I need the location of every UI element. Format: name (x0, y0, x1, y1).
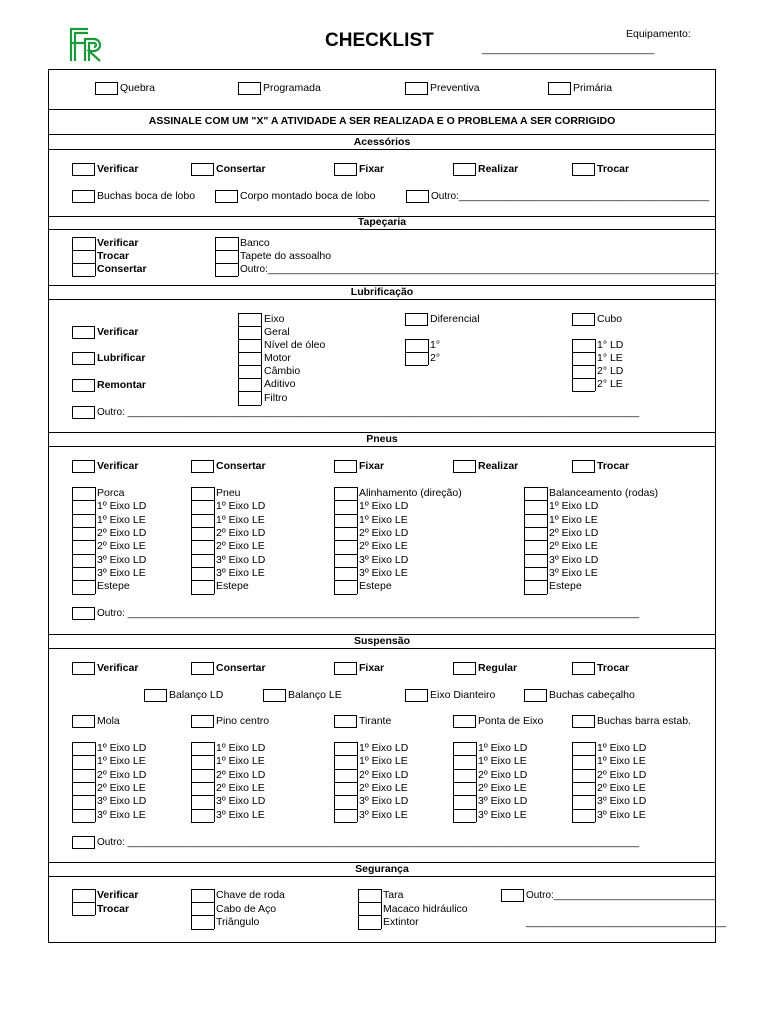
checkbox-divider (334, 822, 357, 823)
pneus-balanceamento-item: Balanceamento (rodas) (549, 487, 659, 499)
pneus-balanceamento-item: 1º Eixo LD (549, 500, 599, 512)
buchas-cabecalho-label: Buchas cabeçalho (549, 689, 635, 701)
axle-label: 1º Eixo LE (478, 755, 527, 767)
seguranca-trocar-label: Trocar (97, 903, 130, 915)
pneus-outro-field[interactable]: Outro: ____________________________________________________________________________________________ (97, 608, 640, 619)
acessorios-realizar-label: Realizar (478, 163, 519, 175)
seguranca-outro-line2[interactable]: ____________________________________ (526, 917, 727, 928)
axle-label: 2º Eixo LE (478, 782, 527, 794)
pneus-balanceamento-item: Estepe (549, 580, 582, 592)
axle-label: 2º Eixo LD (478, 769, 528, 781)
pneus-balanceamento-item: 1º Eixo LE (549, 514, 598, 526)
filtro-label: Filtro (264, 392, 288, 404)
axle-label: 3º Eixo LE (359, 809, 408, 821)
lubrificacao-item-checkboxes[interactable] (238, 313, 261, 405)
axle-label: 2º Eixo LD (97, 769, 147, 781)
suspensao-pino-axle-checkboxes[interactable] (191, 742, 214, 822)
checkbox-divider (191, 594, 214, 595)
axle-label: 1º Eixo LE (216, 755, 265, 767)
diferencial-2-label: 2° (430, 352, 441, 364)
axle-label: 1º Eixo LD (597, 742, 647, 754)
pneus-verificar-label: Verificar (97, 460, 139, 472)
ponta-eixo-label: Ponta de Eixo (478, 715, 544, 727)
pneus-alinhamento-checkboxes[interactable] (334, 487, 357, 594)
section-suspensao-title: Suspensão (353, 635, 411, 647)
pneus-consertar-checkbox[interactable] (191, 460, 214, 473)
axle-label: 1º Eixo LE (359, 755, 408, 767)
acessorios-consertar-checkbox[interactable] (191, 163, 214, 176)
pneus-alinhamento-item: Estepe (359, 580, 392, 592)
axle-label: 1º Eixo LE (597, 755, 646, 767)
primaria-checkbox[interactable] (548, 82, 571, 95)
pneus-pneu-item: 1º Eixo LD (216, 500, 266, 512)
axle-label: 2º Eixo LE (216, 782, 265, 794)
diferencial-item-checkboxes[interactable] (405, 339, 428, 365)
equipment-field[interactable]: _______________________________ (482, 44, 655, 55)
lubrificacao-outro-checkbox[interactable] (72, 406, 95, 419)
axle-label: 3º Eixo LD (478, 795, 528, 807)
pneus-alinhamento-item: 2º Eixo LD (359, 527, 409, 539)
suspensao-trocar-checkbox[interactable] (572, 662, 595, 675)
cambio-label: Câmbio (264, 365, 301, 377)
acessorios-consertar-label: Consertar (216, 163, 266, 175)
pneus-alinhamento-item: Alinhamento (direção) (359, 487, 462, 499)
cubo-label: Cubo (597, 313, 623, 325)
seguranca-equip-checkboxes[interactable] (358, 889, 381, 929)
pneus-fixar-checkbox[interactable] (334, 460, 357, 473)
fr-logo (68, 26, 106, 64)
tapecaria-trocar-label: Trocar (97, 250, 130, 262)
geral-label: Geral (264, 326, 290, 338)
tapecaria-item-checkboxes[interactable] (215, 237, 238, 276)
instruction-text: ASSINALE COM UM "X" A ATIVIDADE A SER REALIZADA E O PROBLEMA A SER CORRIGIDO (148, 115, 616, 127)
tapecaria-verificar-label: Verificar (97, 237, 139, 249)
lubrificacao-lubrificar-label: Lubrificar (97, 352, 146, 364)
axle-label: 3º Eixo LD (216, 795, 266, 807)
acessorios-fixar-checkbox[interactable] (334, 163, 357, 176)
suspensao-outro-field[interactable]: Outro: ____________________________________________________________________________________________ (97, 837, 640, 848)
axle-label: 3º Eixo LD (597, 795, 647, 807)
axle-label: 3º Eixo LE (597, 809, 646, 821)
acessorios-verificar-checkbox[interactable] (72, 163, 95, 176)
corpo-montado-checkbox[interactable] (215, 190, 238, 203)
cubo-1le-label: 1° LE (597, 352, 623, 364)
balanco-le-checkbox[interactable] (263, 689, 286, 702)
pneus-trocar-checkbox[interactable] (572, 460, 595, 473)
axle-label: 3º Eixo LE (478, 809, 527, 821)
suspensao-fixar-checkbox[interactable] (334, 662, 357, 675)
eixo-label: Eixo (264, 313, 285, 325)
buchas-boca-lobo-label: Buchas boca de lobo (97, 190, 196, 202)
balanco-ld-checkbox[interactable] (144, 689, 167, 702)
suspensao-outro-checkbox[interactable] (72, 836, 95, 849)
diferencial-label: Diferencial (430, 313, 480, 325)
cubo-2le-label: 2° LE (597, 378, 623, 390)
pino-centro-checkbox[interactable] (191, 715, 214, 728)
pneus-pneu-item: 2º Eixo LE (216, 540, 265, 552)
extintor-label: Extintor (383, 916, 419, 928)
checkbox-divider (453, 822, 476, 823)
pneus-porca-item: 1º Eixo LD (97, 500, 147, 512)
lubrificacao-lubrificar-checkbox[interactable] (72, 352, 95, 365)
programada-checkbox[interactable] (238, 82, 261, 95)
page-title: CHECKLIST (325, 30, 434, 51)
acessorios-outro-checkbox[interactable] (406, 190, 429, 203)
banco-label: Banco (240, 237, 270, 249)
cabo-aco-label: Cabo de Aço (216, 903, 277, 915)
pneus-porca-item: 2º Eixo LE (97, 540, 146, 552)
tapete-label: Tapete do assoalho (240, 250, 332, 262)
pneus-alinhamento-item: 3º Eixo LD (359, 554, 409, 566)
buchas-boca-lobo-checkbox[interactable] (72, 190, 95, 203)
lubrificacao-verificar-label: Verificar (97, 326, 139, 338)
axle-label: 2º Eixo LE (97, 782, 146, 794)
balanco-ld-label: Balanço LD (169, 689, 224, 701)
axle-label: 1º Eixo LD (478, 742, 528, 754)
suspensao-mola-axle-checkboxes[interactable] (72, 742, 95, 822)
checkbox-divider (72, 594, 95, 595)
suspensao-verificar-checkbox[interactable] (72, 662, 95, 675)
section-seguranca-title: Segurança (355, 863, 409, 875)
cubo-checkbox[interactable] (572, 313, 595, 326)
suspensao-buchas-axle-checkboxes[interactable] (572, 742, 595, 822)
acessorios-trocar-checkbox[interactable] (572, 163, 595, 176)
axle-label: 2º Eixo LE (597, 782, 646, 794)
mola-checkbox[interactable] (72, 715, 95, 728)
pneus-balanceamento-item: 3º Eixo LE (549, 567, 598, 579)
pneus-balanceamento-checkboxes[interactable] (524, 487, 547, 594)
quebra-checkbox[interactable] (95, 82, 118, 95)
primaria-label: Primária (573, 82, 613, 94)
suspensao-consertar-label: Consertar (216, 662, 266, 674)
pneus-porca-checkboxes[interactable] (72, 487, 95, 594)
pneus-porca-item: Estepe (97, 580, 130, 592)
suspensao-tirante-axle-checkboxes[interactable] (334, 742, 357, 822)
axle-label: 2º Eixo LD (597, 769, 647, 781)
axle-label: 2º Eixo LD (359, 769, 409, 781)
lubrificacao-verificar-checkbox[interactable] (72, 326, 95, 339)
pneus-pneu-checkboxes[interactable] (191, 487, 214, 594)
nivel-oleo-label: Nível de óleo (264, 339, 326, 351)
pneus-pneu-item: 2º Eixo LD (216, 527, 266, 539)
axle-label: 3º Eixo LE (216, 809, 265, 821)
preventiva-label: Preventiva (430, 82, 480, 94)
section-acessorios-title: Acessórios (353, 136, 411, 148)
seguranca-action-checkboxes[interactable] (72, 889, 95, 915)
seguranca-outro-checkbox[interactable] (501, 889, 524, 902)
checkbox-divider (334, 594, 357, 595)
axle-label: 3º Eixo LE (97, 809, 146, 821)
quebra-label: Quebra (120, 82, 156, 94)
axle-label: 3º Eixo LD (359, 795, 409, 807)
balanco-le-label: Balanço LE (288, 689, 342, 701)
cubo-item-checkboxes[interactable] (572, 339, 595, 391)
pneus-alinhamento-item: 3º Eixo LE (359, 567, 408, 579)
pneus-pneu-item: 3º Eixo LE (216, 567, 265, 579)
axle-label: 3º Eixo LD (97, 795, 147, 807)
tapecaria-outro-field[interactable]: Outro:_________________________________________________________________________________ (240, 264, 719, 275)
axle-label: 1º Eixo LD (216, 742, 266, 754)
axle-label: 1º Eixo LD (97, 742, 147, 754)
cubo-1ld-label: 1° LD (597, 339, 624, 351)
suspensao-trocar-label: Trocar (597, 662, 630, 674)
tapecaria-consertar-label: Consertar (97, 263, 147, 275)
suspensao-ponta-axle-checkboxes[interactable] (453, 742, 476, 822)
eixo-dianteiro-label: Eixo Dianteiro (430, 689, 496, 701)
tapecaria-action-checkboxes[interactable] (72, 237, 95, 276)
pneus-alinhamento-item: 1º Eixo LE (359, 514, 408, 526)
pneus-porca-item: Porca (97, 487, 125, 499)
pneus-porca-item: 2º Eixo LD (97, 527, 147, 539)
section-lubrificacao-title: Lubrificação (350, 286, 414, 298)
pneus-porca-item: 1º Eixo LE (97, 514, 146, 526)
axle-label: 1º Eixo LD (359, 742, 409, 754)
section-pneus-title: Pneus (366, 433, 398, 445)
suspensao-fixar-label: Fixar (359, 662, 385, 674)
pneus-pneu-item: Estepe (216, 580, 249, 592)
pneus-balanceamento-item: 2º Eixo LD (549, 527, 599, 539)
pneus-verificar-checkbox[interactable] (72, 460, 95, 473)
pneus-pneu-item: 3º Eixo LD (216, 554, 266, 566)
axle-label: 2º Eixo LD (216, 769, 266, 781)
corpo-montado-label: Corpo montado boca de lobo (240, 190, 376, 202)
pneus-porca-item: 3º Eixo LE (97, 567, 146, 579)
lubrificacao-remontar-label: Remontar (97, 379, 147, 391)
mola-label: Mola (97, 715, 120, 727)
buchas-barra-label: Buchas barra estab. (597, 715, 691, 727)
pneus-fixar-label: Fixar (359, 460, 385, 472)
pneus-balanceamento-item: 2º Eixo LE (549, 540, 598, 552)
pneus-porca-item: 3º Eixo LD (97, 554, 147, 566)
tara-label: Tara (383, 889, 404, 901)
acessorios-trocar-label: Trocar (597, 163, 630, 175)
suspensao-regular-checkbox[interactable] (453, 662, 476, 675)
lubrificacao-remontar-checkbox[interactable] (72, 379, 95, 392)
acessorios-realizar-checkbox[interactable] (453, 163, 476, 176)
chave-roda-label: Chave de roda (216, 889, 285, 901)
motor-label: Motor (264, 352, 291, 364)
seguranca-outro-field[interactable]: Outro:_____________________________ (526, 890, 716, 901)
axle-label: 1º Eixo LE (97, 755, 146, 767)
axle-label: 2º Eixo LE (359, 782, 408, 794)
pneus-alinhamento-item: 2º Eixo LE (359, 540, 408, 552)
section-tapecaria-title: Tapeçaria (357, 216, 407, 228)
eixo-dianteiro-checkbox[interactable] (405, 689, 428, 702)
tirante-checkbox[interactable] (334, 715, 357, 728)
checkbox-divider (72, 822, 95, 823)
seguranca-tools-checkboxes[interactable] (191, 889, 214, 929)
tirante-label: Tirante (359, 715, 392, 727)
diferencial-checkbox[interactable] (405, 313, 428, 326)
pneus-realizar-checkbox[interactable] (453, 460, 476, 473)
diferencial-1-label: 1° (430, 339, 441, 351)
programada-label: Programada (263, 82, 321, 94)
pneus-trocar-label: Trocar (597, 460, 630, 472)
checkbox-divider (191, 822, 214, 823)
buchas-cabecalho-checkbox[interactable] (524, 689, 547, 702)
pneus-pneu-item: 1º Eixo LE (216, 514, 265, 526)
pneus-balanceamento-item: 3º Eixo LD (549, 554, 599, 566)
macaco-label: Macaco hidráulico (383, 903, 468, 915)
pneus-pneu-item: Pneu (216, 487, 241, 499)
seguranca-verificar-label: Verificar (97, 889, 139, 901)
pneus-consertar-label: Consertar (216, 460, 266, 472)
ponta-eixo-checkbox[interactable] (453, 715, 476, 728)
checkbox-divider (572, 822, 595, 823)
triangulo-label: Triângulo (216, 916, 260, 928)
acessorios-outro-field[interactable]: Outro:_____________________________________________ (431, 191, 710, 202)
pneus-realizar-label: Realizar (478, 460, 519, 472)
suspensao-consertar-checkbox[interactable] (191, 662, 214, 675)
acessorios-verificar-label: Verificar (97, 163, 139, 175)
equipment-label: Equipamento: (626, 28, 691, 40)
suspensao-regular-label: Regular (478, 662, 518, 674)
pino-centro-label: Pino centro (216, 715, 270, 727)
buchas-barra-checkbox[interactable] (572, 715, 595, 728)
pneus-alinhamento-item: 1º Eixo LD (359, 500, 409, 512)
acessorios-fixar-label: Fixar (359, 163, 385, 175)
cubo-2ld-label: 2° LD (597, 365, 624, 377)
lubrificacao-outro-field[interactable]: Outro: ____________________________________________________________________________________________ (97, 407, 640, 418)
aditivo-label: Aditivo (264, 378, 296, 390)
checkbox-divider (524, 594, 547, 595)
pneus-outro-checkbox[interactable] (72, 607, 95, 620)
preventiva-checkbox[interactable] (405, 82, 428, 95)
suspensao-verificar-label: Verificar (97, 662, 139, 674)
